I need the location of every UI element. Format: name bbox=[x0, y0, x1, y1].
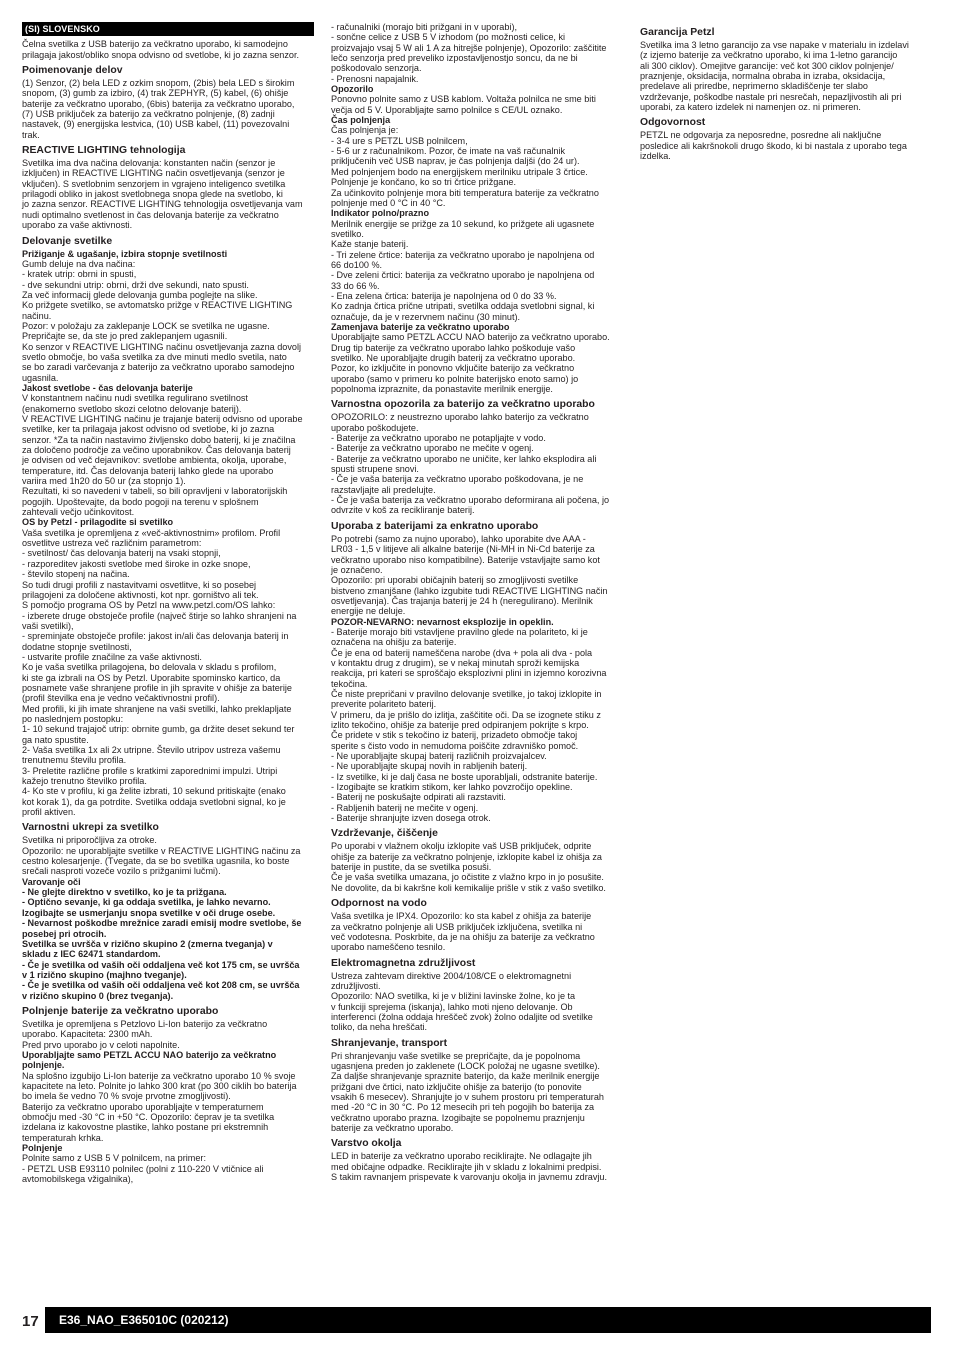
section-heading: REACTIVE LIGHTING tehnologija bbox=[22, 145, 186, 157]
page-number: 17 bbox=[22, 1313, 39, 1330]
language-label: (SI) SLOVENSKO bbox=[22, 22, 314, 36]
subheading: Varovanje oči bbox=[22, 876, 81, 887]
paragraph: Čelna svetilka z USB baterijo za večkratno uporabo, ki samodejno prilagaja jakost/obliko snopa odvisno od svetlobe, ki jo zazna senzor. bbox=[22, 39, 300, 60]
column-2 bbox=[331, 22, 623, 1182]
column-1 bbox=[22, 22, 314, 1184]
section-heading: Odgovornost bbox=[640, 117, 706, 129]
paragraph: OPOZORILO: z neustrezno uporabo lahko baterijo za večkratno uporabo poškodujete. - Baterije za večkratno uporabo ne potapljajte v vodo. - Baterije za večkratno uporabo ne mečite v ogenj. - Baterije za večkratno uporabo ne uničite, ker lahko eksplodira ali spusti strupene snovi. - Če je vaša baterija za večkratno uporabo poškodovana, je ne razstavljajte ali predelujte. - Če je vaša baterija za večkratno uporabo deformirana ali počena, jo odvrzite v koš za recikliranje baterij. bbox=[331, 412, 610, 516]
section-heading: Varnostna opozorila za baterijo za večkratno uporabo bbox=[331, 399, 595, 411]
column-2-content bbox=[331, 22, 623, 1182]
paragraph: Vaša svetilka je opremljena z «več-aktivnostnim» profilom. Profil osvetlitve ustreza več različnim parametrom: - svetilnost/ čas delovanja baterij na vsaki stopnji, - razporeditev jakosti svetlobe med široke in ozke snope, - število stopenj na načina. So tudi drugi profili z nastavitvami osvetlitve, ki so posebej prilagojeni za določene aktivnosti, kot npr. gorništvo ali tek. S pomočjo programa OS by Petzl na www.petzl.com/OS lahko: - izberete druge obstoječe profile (največ štirje so lahko shranjeni na vaši svetilki), - spreminjate obstoječe profile: jakost in/ali čas delovanja baterij in dodatne stopnje svetilnosti, - ustvarite profile značilne za vaše aktivnosti. Ko je vaša svetilka prilagojena, bo delovala v skladu s profilom, ki ste ga izbrali na OS by Petzl. Uporabite spominsko kartico, da posnamete vaše shranjene profile in jih spravite v ohišje za baterije (profil številka ena je vedno večaktivnostni profil). Med profili, ki jih imate shranjene na vaši svetilki, lahko preklapljate po naslednjem postopku: 1- 10 sekund trajajoč utrip: obrnite gumb, ga držite deset sekund ter ga nato spustite. 2- Vaša svetilka 1x ali 2x utripne. Število utripov ustreza vašemu trenutnemu številu profila. 3- Preletite različne profile s kratkimi zaporednimi impulzi. Utripi kažejo trenutno številko profila. 4- Ko ste v profilu, ki ga želite izbrati, 10 sekund pritiskajte (enako kot korak 1), da ga potrdite. Svetilka oddaja svetlobni signal, ko je profil aktiven. bbox=[22, 527, 297, 818]
column-3 bbox=[640, 22, 932, 161]
paragraph: Ustreza zahtevam direktive 2004/108/CE o elektromagnetni združljivosti. Opozorilo: NAO svetilka, ki je v bližini lavinske žolne, ko je ta v funkciji sprejema (iskanja), lahko moti njeno delovanje. Ob interferenci (žolna oddaja hreščeč zvok) žolno odaljite od svetilke toliko, da neha hreščati. bbox=[331, 970, 593, 1033]
section-heading: Poimenovanje delov bbox=[22, 65, 123, 77]
subheading: OS by Petzl - prilagodite si svetilko bbox=[22, 517, 174, 528]
paragraph: Po potrebi (samo za nujno uporabo), lahko uporabite dve AAA - LR03 - 1,5 v litijeve ali alkalne baterije (Ni-MH in Ni-Cd baterije za večkratno uporabo niso kompatibilne). Baterije vstavljajte samo kot je označeno. Opozorilo: pri uporabi običajnih baterij so zmogljivosti svetilke bistveno zmanjšane (lahko izgubite tudi REACTIVE LIGHTING način osvetljevanja). Čas trajanja baterij je 24 h (neregulirano). Merilnik energije ne deluje. bbox=[331, 533, 608, 617]
paragraph: Svetilka ima dva načina delovanja: konstanten način (senzor je izključen) in REACTIVE LIGHTING način osvetljevanja (senzor je vključen). S svetlobnim senzorjem in vgrajeno inteligenco svetilka prilagodi obliko in jakost svetlobnega snopa glede na svetlobo, ki jo zazna senzor. REACTIVE LIGHTING tehnologija osvetljevanja vam nudi optimalno svetlenost in čas delovanja baterije za večkratno uporabo za vaše aktivnosti. bbox=[22, 158, 303, 231]
document-code: E36_NAO_E365010C (020212) bbox=[59, 1313, 229, 1327]
bold-paragraph: Uporabljajte samo PETZL ACCU NAO baterijo za večkratno polnjenje. bbox=[22, 1049, 277, 1071]
paragraph: Gumb deluje na dva načina: - kratek utrip: obrni in spusti, - dve sekundni utrip: obrni, drži dve sekundi, nato spusti. Za več informacij glede delovanja gumba poglejte na slike. Ko prižgete svetilko, se avtomatsko prižge v REACTIVE LIGHTING načinu. Pozor: v položaju za zaklepanje LOCK se svetilka ne ugasne. Prepričajte se, da ste jo pred zaklepanjem ugasnili. Ko senzor v REACTIVE LIGHTING načinu osvetljevanja zazna dovolj svetlo območje, bo vaša svetilka za dve minuti medlo svetila, nato se bo zaradi varčevanja z baterijo za večkratno uporabo samodejno ugasnila. bbox=[22, 258, 301, 383]
paragraph: - Baterije morajo biti vstavljene pravilno glede na polariteto, ki je označena na ohišju za baterije. Če je ena od baterij nameščena narobe (dva + pola ali dva - pola v kontaktu drug z drugim), se v nekaj minutah sproži kemijska reakcija, pri kateri se sproščajo eksplozivni plini in izjemno korozivna tekočina. Če niste prepričani v pravilno delovanje svetilke, jo takoj izklopite in preverite polariteto baterij. V primeru, da je prišlo do izlitja, zaščitite oči. Da se izognete stiku z izlito tekočino, ohišje za baterije pred odpiranjem pokrijte s krpo. Če pridete v stik s tekočino iz baterij, prizadeto območje takoj sperite s čisto vodo in nemudoma poiščite zdravniško pomoč. - Ne uporabljajte skupaj baterij različnih proizvajalcev. - Ne uporabljajte skupaj novih in rabljenih baterij. - Iz svetilke, ki je dalj časa ne boste uporabljali, odstranite baterije. - Izogibajte se kratkim stikom, ker lahko povzročijo opekline. - Baterij ne poskušajte odpirati ali razstaviti. - Rabljenih baterij ne mečite v ogenj. - Baterije shranjujte izven dosega otrok. bbox=[331, 626, 607, 824]
section-heading: Odpornost na vodo bbox=[331, 898, 427, 910]
bold-paragraph: - Ne glejte direktno v svetilko, ko je ta prižgana. - Optično sevanje, ki ga oddaja svetilka, je lahko nevarno. Izogibajte se usmerjanju snopa svetilke v oči druge osebe. - Nevarnost poškodbe mrežnice zaradi emisij modre svetlobe, še posebej pri otrocih. Svetilka se uvršča v rizično skupino 2 (zmerna tveganja) v skladu z IEC 62471 standardom. - Če je svetilka od vaših oči oddaljena več kot 175 cm, se uvršča v 1 rizično skupino (majhno tveganje). - Če je svetilka od vaših oči oddaljena več kot 208 cm, se uvršča v rizično skupino 0 (brez tveganja). bbox=[22, 887, 302, 1001]
section-heading: Varnostni ukrepi za svetilko bbox=[22, 822, 159, 834]
subheading: Zamenjava baterije za večkratno uporabo bbox=[331, 321, 510, 332]
subheading: Opozorilo bbox=[331, 84, 374, 95]
paragraph: V konstantnem načinu nudi svetilka regulirano svetilnost (enakomerno svetlobo skozi celotno delovanje baterij). V REACTIVE LIGHTING načinu je trajanje baterij odvisno od uporabe svetilke, ker ta prilagaja jakost odvisno od svetlobe, ki jo zazna senzor. *Za ta način nastavimo življensko dobo baterij, ki je značilna za določeno področje za večino uporabnikov. Čas delovanja baterij je odvisen od več dejavnikov: svetlobe ambienta, okolja, uporabe, temperature, itd. Čas delovanja baterij lahko glede na uporabo variira med 1h20 do 50 ur (za stopnjo 1). Rezultati, ki so navedeni v tabeli, so bili opravljeni v laboratorijskih pogojih. Upoštevajte, da bodo pogoji na terenu v splošnem zahtevali večjo učinkovitost. bbox=[22, 393, 303, 518]
section-heading: Uporaba z baterijami za enkratno uporabo bbox=[331, 520, 539, 532]
paragraph: Ponovno polnite samo z USB kablom. Voltaža polnilca ne sme biti večja od 5 V. Uporabljajte samo polnilce s CE/UL oznako. bbox=[331, 94, 596, 115]
paragraph: Uporabljajte samo PETZL ACCU NAO baterijo za večkratno uporabo. Drug tip baterije za večkratno uporabo lahko poškoduje vašo svetilko. Ne uporabljajte drugih baterij za večkratno uporabo. Pozor, ko izključite in ponovno vključite baterijo za večkratno uporabo (samo v primeru ko polnite baterijsko enoto samo) jo popolnoma izpraznite, da ponastavite merilnik energije. bbox=[331, 332, 610, 395]
section-heading: Shranjevanje, transport bbox=[331, 1037, 448, 1049]
paragraph: Merilnik energije se prižge za 10 sekund, ko prižgete ali ugasnete svetilko. Kaže stanje baterij. - Tri zelene črtice: baterija za večkratno uporabo je napolnjena od 66 do100 %. - Dve zeleni črtici: baterija za večkratno uporabo je napolnjena od 33 do 66 %. - Ena zelena črtica: baterija je napolnjena od 0 do 33 %. Ko zadnja črtica prične utripati, svetilka oddaja svetlobni signal, ki označuje, da je v rezervnem načinu (30 minut). bbox=[331, 218, 595, 322]
paragraph: Polnite samo z USB 5 V polnilcem, na primer: - PETZL USB E93110 polnilec (polni z 110-220 V vtičnice ali avtomobilskega vžigalnika), bbox=[22, 1153, 264, 1185]
subheading: POZOR-NEVARNO: nevarnost eksplozije in opeklin. bbox=[331, 616, 554, 627]
paragraph: Svetilka je opremljena s Petzlovo Li-Ion baterijo za večkratno uporabo. Kapaciteta: 2300 mAh. Pred prvo uporabo jo v celoti napolnite. bbox=[22, 1018, 268, 1050]
paragraph: Vaša svetilka je IPX4. Opozorilo: ko sta kabel z ohišja za baterije za večkratno polnjenje ali USB priključek izključena, svetilka ni več vodotesna. Poskrbite, da je na ohišju za baterije za večkratno uporabo nameščeno tesnilo. bbox=[331, 911, 595, 953]
section-heading: Garancija Petzl bbox=[640, 27, 715, 38]
section-heading: Varstvo okolja bbox=[331, 1138, 402, 1150]
paragraph: Na splošno izgubijo Li-Ion baterije za večkratno uporabo 10 % svoje kapacitete na leto. Polnite jo lahko 300 krat (po 300 ciklih bo baterija bo imela še vedno 70 % svoje prvotne zmogljivosti). Baterijo za večkratno uporabo uporabljajte v temperaturnem območju med -30 °C in +50 °C. Opozorilo: čeprav je ta svetilka izdelana iz kakovostne plastike, lahko postane pri ekstremnih temperaturah krhka. bbox=[22, 1070, 297, 1143]
section-heading: Elektromagnetna združljivost bbox=[331, 957, 476, 969]
subheading: Čas polnjenja bbox=[331, 115, 391, 126]
column-1-content bbox=[22, 39, 314, 1184]
column-3-content bbox=[640, 27, 932, 161]
subheading: Polnjenje bbox=[22, 1143, 63, 1154]
subheading: Indikator polno/prazno bbox=[331, 208, 430, 219]
paragraph: - računalniki (morajo biti prižgani in v uporabi), - sončne celice z USB 5 V izhodom (po možnosti celice, ki proizvajajo vsaj 5 W ali 1 A za hitrejše polnjenje), Opozorilo: zaščitite lečo senzorja pred preveliko izpostavljenostjo soncu, da ne bi poškodovalo senzorja. - Prenosni napajalnik. bbox=[331, 22, 607, 84]
paragraph: Svetilka ima 3 letno garancijo za vse napake v materialu in izdelavi (z izjemo baterije za večkratno uporabo, ki ima 1-letno garancijo ali 300 ciklov). Omejitve garancije: več kot 300 ciklov polnjenje/ praznjenje, oksidacija, normalna obraba in izraba, oksidacija, predelave ali priredbe, neprimerno skladiščenje ter slabo vzdrževanje, poškodbe nastale pri nesrečah, nepazljivostih ali pri uporabi, za katero izdelek ni namenjen oz. ni primeren. bbox=[640, 40, 909, 113]
paragraph: Pri shranjevanju vaše svetilke se prepričajte, da je popolnoma ugasnjena preden jo zaklenete (LOCK položaj ne ugasne svetilke). Za daljše shranjevanje spraznite baterijo, da kaže merilnik energije prižgani dve črtici, nato izključite ohišje za baterijo (to ponovite vsakih 6 mesecev). Shranjujte jo v suhem prostoru pri temperaturah med -20 °C in 30 °C. Po 12 mesecih pri teh pogojih bo baterija za večkratno uporabo prazna. Izogibajte se popolnemu praznjenju baterije za večkratno uporabo. bbox=[331, 1050, 604, 1133]
section-heading: Delovanje svetilke bbox=[22, 235, 113, 247]
section-heading: Polnjenje baterije za večkratno uporabo bbox=[22, 1005, 219, 1017]
paragraph: Po uporabi v vlažnem okolju izklopite vaš USB priključek, odprite ohišje za baterije za večkratno polnjenje, izklopite kabel iz ohišja za baterije in pustite, da se svetilka posuši. Če je vaša svetilka umazana, jo očistite z vlažno krpo in jo posušite. Ne dovolite, da bi kakršne koli kemikalije prišle v stik z vašo svetilko. bbox=[331, 841, 606, 893]
paragraph: PETZL ne odgovarja za neposredne, posredne ali naključne posledice ali kakršnokoli drugo škodo, ki bi nastala z uporabo tega izdelka. bbox=[640, 130, 907, 162]
subheading: Prižiganje & ugašanje, izbira stopnje svetilnosti bbox=[22, 248, 228, 259]
paragraph: Čas polnjenja je: - 3-4 ure s PETZL USB polnilcem, - 5-6 ur z računalnikom. Pozor, če imate na vaš računalnik priključenih več USB naprav, je čas polnjenja daljši (do 24 ur). Med polnjenjem bodo na energijskem merilniku utripale 3 črtice. Polnjenje je končano, ko so tri črtice prižgane. Za učinkovito polnjenje mora biti temperatura baterije za večkratno polnjenje med 0 °C in 40 °C. bbox=[331, 125, 599, 208]
paragraph: (1) Senzor, (2) bela LED z ozkim snopom, (2bis) bela LED s širokim snopom, (3) gumb za izbiro, (4) trak ZEPHYR, (5) kabel, (6) ohišje baterije za večkratno uporabo, (6bis) baterija za večkratno uporabo, (7) USB priključek za baterijo za večkratno polnjenje, (8) zadnji nastavek, (9) energijska lestvica, (10) USB kabel, (11) povezovalni trak. bbox=[22, 78, 295, 140]
subheading: Jakost svetlobe - čas delovanja baterije bbox=[22, 382, 193, 393]
paragraph: Svetilka ni priporočljiva za otroke. Opozorilo: ne uporabljajte svetilke v REACTIVE LIGHTING načinu za cestno kolesarjenje. (Tvegate, da se bo svetilka ugasnila, ko boste srečali nasproti vozeče vozilo s prižganimi lučmi). bbox=[22, 835, 301, 877]
paragraph: LED in baterije za večkratno uporabo reciklirajte. Ne odlagajte jih med običajne odpadke. Reciklirajte jih v skladu z lokalnimi predpisi. S takim ravnanjem prispevate k varovanju okolja in javnemu zdravju. bbox=[331, 1151, 607, 1183]
document-code-bar bbox=[45, 1307, 931, 1333]
section-heading: Vzdrževanje, čiščenje bbox=[331, 828, 438, 840]
